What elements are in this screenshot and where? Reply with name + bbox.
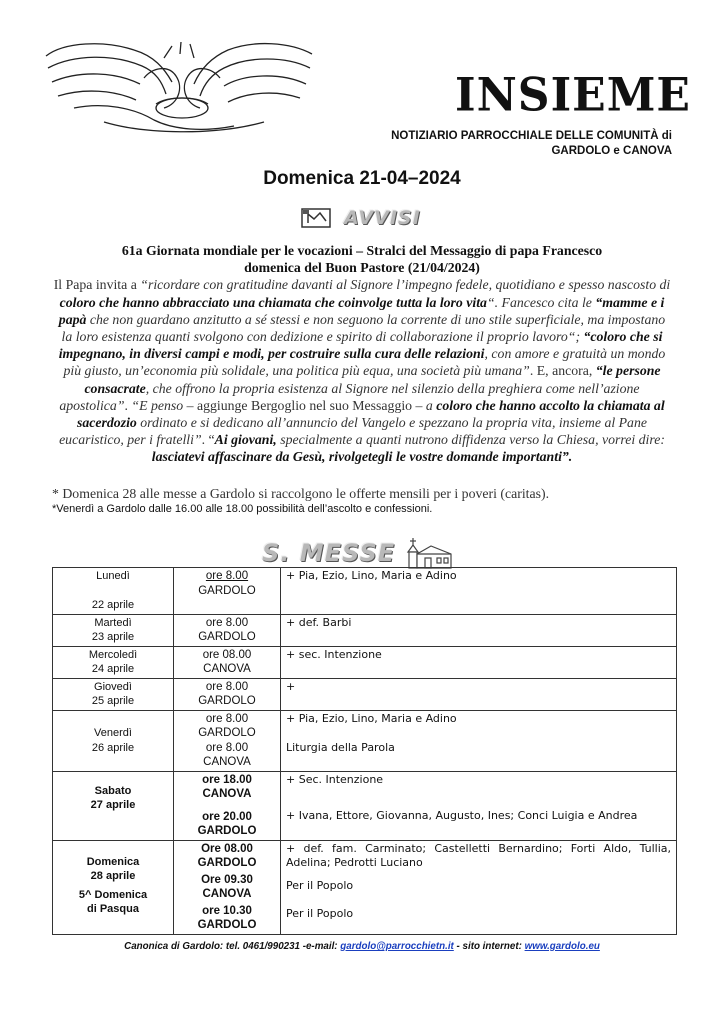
day-name: Mercoledì xyxy=(88,648,138,661)
church-icon xyxy=(405,536,453,570)
mass-place: CANOVA xyxy=(203,756,251,768)
day-name: Martedì xyxy=(94,616,132,629)
footer-phone: Canonica di Gardolo: tel. 0461/990231 -e-mail: xyxy=(124,941,341,952)
note-caritas: * Domenica 28 alle messe a Gardolo si raccolgono le offerte mensili per i poveri (caritas). xyxy=(52,486,550,501)
article-text: che non guardano anzitutto a sé stessi e non seguono la corrente di uno stile superficiale, ma impostano la loro esistenza quanti svolgono con dedizione e spirito di collaborazione il proprio lavoro“; xyxy=(61,311,666,345)
day-cell xyxy=(53,840,174,934)
mass-place: GARDOLO xyxy=(197,857,257,869)
mass-place: GARDOLO xyxy=(198,727,256,739)
time-cell xyxy=(174,568,281,615)
table-row xyxy=(53,840,677,934)
hands-illustration xyxy=(44,38,316,138)
day-name: Sabato xyxy=(94,784,132,797)
day-date: 25 aprile xyxy=(91,695,135,707)
time-cell xyxy=(174,771,281,840)
article-text: a xyxy=(425,397,437,413)
mass-time: Ore 08.00 xyxy=(201,842,253,855)
article-body xyxy=(52,242,672,466)
day-date: 23 aprile xyxy=(91,631,135,643)
mass-time: ore 08.00 xyxy=(202,648,252,661)
intention-text: + Ivana, Ettore, Giovanna, Augusto, Ines; Conci Luigia e Andrea xyxy=(286,809,638,822)
intention-text: Liturgia della Parola xyxy=(286,740,395,754)
table-row xyxy=(53,771,677,840)
article-text: coloro che hanno abbracciato una chiamata che coinvolge tutta la loro vita xyxy=(59,294,487,310)
table-row xyxy=(53,678,677,710)
mass-schedule-table xyxy=(52,567,677,935)
mass-time: ore 8.00 xyxy=(205,616,249,629)
masthead-subtitle: NOTIZIARIO PARROCCHIALE DELLE COMUNITÀ di xyxy=(391,130,672,142)
intention-cell xyxy=(281,710,677,771)
email-link[interactable]: gardolo@parrocchietn.it xyxy=(340,941,454,952)
mass-time: ore 8.00 xyxy=(205,570,249,582)
intention-cell xyxy=(281,840,677,934)
article-text: , che offrono la propria esistenza al Signore nel silenzio della preghiera come nell’azione apostolica” xyxy=(59,380,640,413)
day-cell xyxy=(53,568,174,615)
article-text: “mamme e i papà xyxy=(58,294,665,327)
mass-time: Ore 09.30 xyxy=(201,873,253,886)
intention-cell: + def. Barbi xyxy=(281,614,677,646)
mass-place: GARDOLO xyxy=(197,919,257,931)
mass-place: GARDOLO xyxy=(198,631,256,643)
intention-text: Per il Popolo xyxy=(286,907,354,920)
article-text: . E, ancora, xyxy=(529,363,596,379)
time-cell xyxy=(174,646,281,678)
article-text: . xyxy=(124,397,132,413)
article-text: – aggiunge Bergoglio nel suo Messaggio – xyxy=(183,397,426,413)
mass-time: ore 8.00 xyxy=(205,741,249,754)
mass-time: ore 10.30 xyxy=(202,904,252,917)
footer-separator: - sito internet: xyxy=(453,941,525,952)
intention-text: + def. fam. Carminato; Castelletti Bernardino; Forti Aldo, Tullia, Adelina; Pedrotti Luciano xyxy=(286,841,671,869)
day-cell xyxy=(53,678,174,710)
day-cell xyxy=(53,614,174,646)
article-text: “. Fancesco cita le xyxy=(486,294,596,310)
article-text: “ricordare con gratitudine davanti al Signore l’impegno fedele, quotidiano e spesso nascosto di xyxy=(140,277,671,293)
mass-place: GARDOLO xyxy=(198,695,256,707)
time-cell xyxy=(174,840,281,934)
issue-date-title: Domenica 21-04–2024 xyxy=(263,168,461,189)
article-text: “le persone consacrate xyxy=(84,363,661,396)
article-heading-line1: 61a Giornata mondiale per le vocazioni – Stralci del Messaggio di papa Francesco xyxy=(121,243,603,258)
mass-place: GARDOLO xyxy=(197,825,257,837)
intention-cell xyxy=(281,771,677,840)
day-date: 24 aprile xyxy=(91,663,135,675)
intention-cell: + xyxy=(281,678,677,710)
messe-heading xyxy=(262,536,453,570)
website-link[interactable]: www.gardolo.eu xyxy=(524,941,600,952)
intention-text: + Sec. Intenzione xyxy=(286,772,384,786)
article-text: Il Papa invita a xyxy=(53,277,141,293)
time-cell xyxy=(174,614,281,646)
intention-cell: + Pia, Ezio, Lino, Maria e Adino xyxy=(281,568,677,615)
article-text: “coloro che si impegnano, in diversi campi e modi, per costruire sulla cura delle relazioni xyxy=(58,329,663,362)
day-subtitle: di Pasqua xyxy=(87,903,139,915)
mass-place: CANOVA xyxy=(202,888,252,900)
article-text: specialmente a quanti nutrono diffidenza verso la Chiesa, vorrei dire: xyxy=(276,432,665,448)
article-text: . “ xyxy=(201,432,215,448)
day-name: Giovedì xyxy=(94,680,132,693)
day-cell xyxy=(53,771,174,840)
messe-label: S. MESSE xyxy=(262,539,396,567)
table-row xyxy=(53,568,677,615)
time-cell xyxy=(174,678,281,710)
note-confessioni: *Venerdì a Gardolo dalle 16.00 alle 18.00 possibilità dell’ascolto e confessioni. xyxy=(52,503,433,515)
avvisi-label: AVVISI xyxy=(344,207,421,229)
article-heading-line2: domenica del Buon Pastore (21/04/2024) xyxy=(244,260,480,276)
day-date: 26 aprile xyxy=(91,741,135,754)
notice-board-icon xyxy=(300,207,334,229)
day-name: Domenica xyxy=(86,855,140,868)
day-date: 27 aprile xyxy=(90,799,136,811)
time-cell xyxy=(174,710,281,771)
mass-time: ore 18.00 xyxy=(202,773,252,786)
mass-place: CANOVA xyxy=(202,788,252,800)
day-cell xyxy=(53,710,174,771)
article-text: Ai giovani, xyxy=(214,432,277,448)
footer-contacts xyxy=(0,941,724,952)
day-date: 22 aprile xyxy=(91,599,135,611)
intention-text: + Pia, Ezio, Lino, Maria e Adino xyxy=(286,711,457,725)
day-name: Lunedì xyxy=(96,570,130,582)
day-cell xyxy=(53,646,174,678)
mass-time: ore 8.00 xyxy=(205,680,249,693)
intention-text: Per il Popolo xyxy=(286,878,354,892)
article-text: coloro che hanno accolto la chiamata al sacerdozio xyxy=(77,397,665,431)
day-name: Venerdì xyxy=(94,727,132,739)
article-text: ordinato e si dedicano all’annuncio del Vangelo e spezzano la propria vita, insieme al Pane eucaristico, per i fratelli” xyxy=(59,415,647,448)
article-text: lasciatevi affascinare da Gesù, rivolgetegli le vostre domande importanti”. xyxy=(151,449,573,465)
masthead-communities: GARDOLO e CANOVA xyxy=(551,145,672,157)
day-subtitle: 5^ Domenica xyxy=(78,888,148,901)
table-row xyxy=(53,614,677,646)
mass-place: CANOVA xyxy=(203,663,251,675)
day-date: 28 aprile xyxy=(90,870,136,882)
table-row xyxy=(53,646,677,678)
avvisi-heading xyxy=(300,207,421,229)
mass-place: GARDOLO xyxy=(198,584,256,597)
mass-time: ore 20.00 xyxy=(202,810,252,823)
masthead-title: INSIEME xyxy=(455,68,691,123)
intention-cell: + sec. Intenzione xyxy=(281,646,677,678)
article-text: , con amore e gratuità un mondo più giusto, un’economia più solidale, una politica più equa, una società più umana” xyxy=(63,346,666,379)
article-text: “E penso xyxy=(131,397,184,413)
mass-time: ore 8.00 xyxy=(205,712,249,725)
table-row xyxy=(53,710,677,771)
